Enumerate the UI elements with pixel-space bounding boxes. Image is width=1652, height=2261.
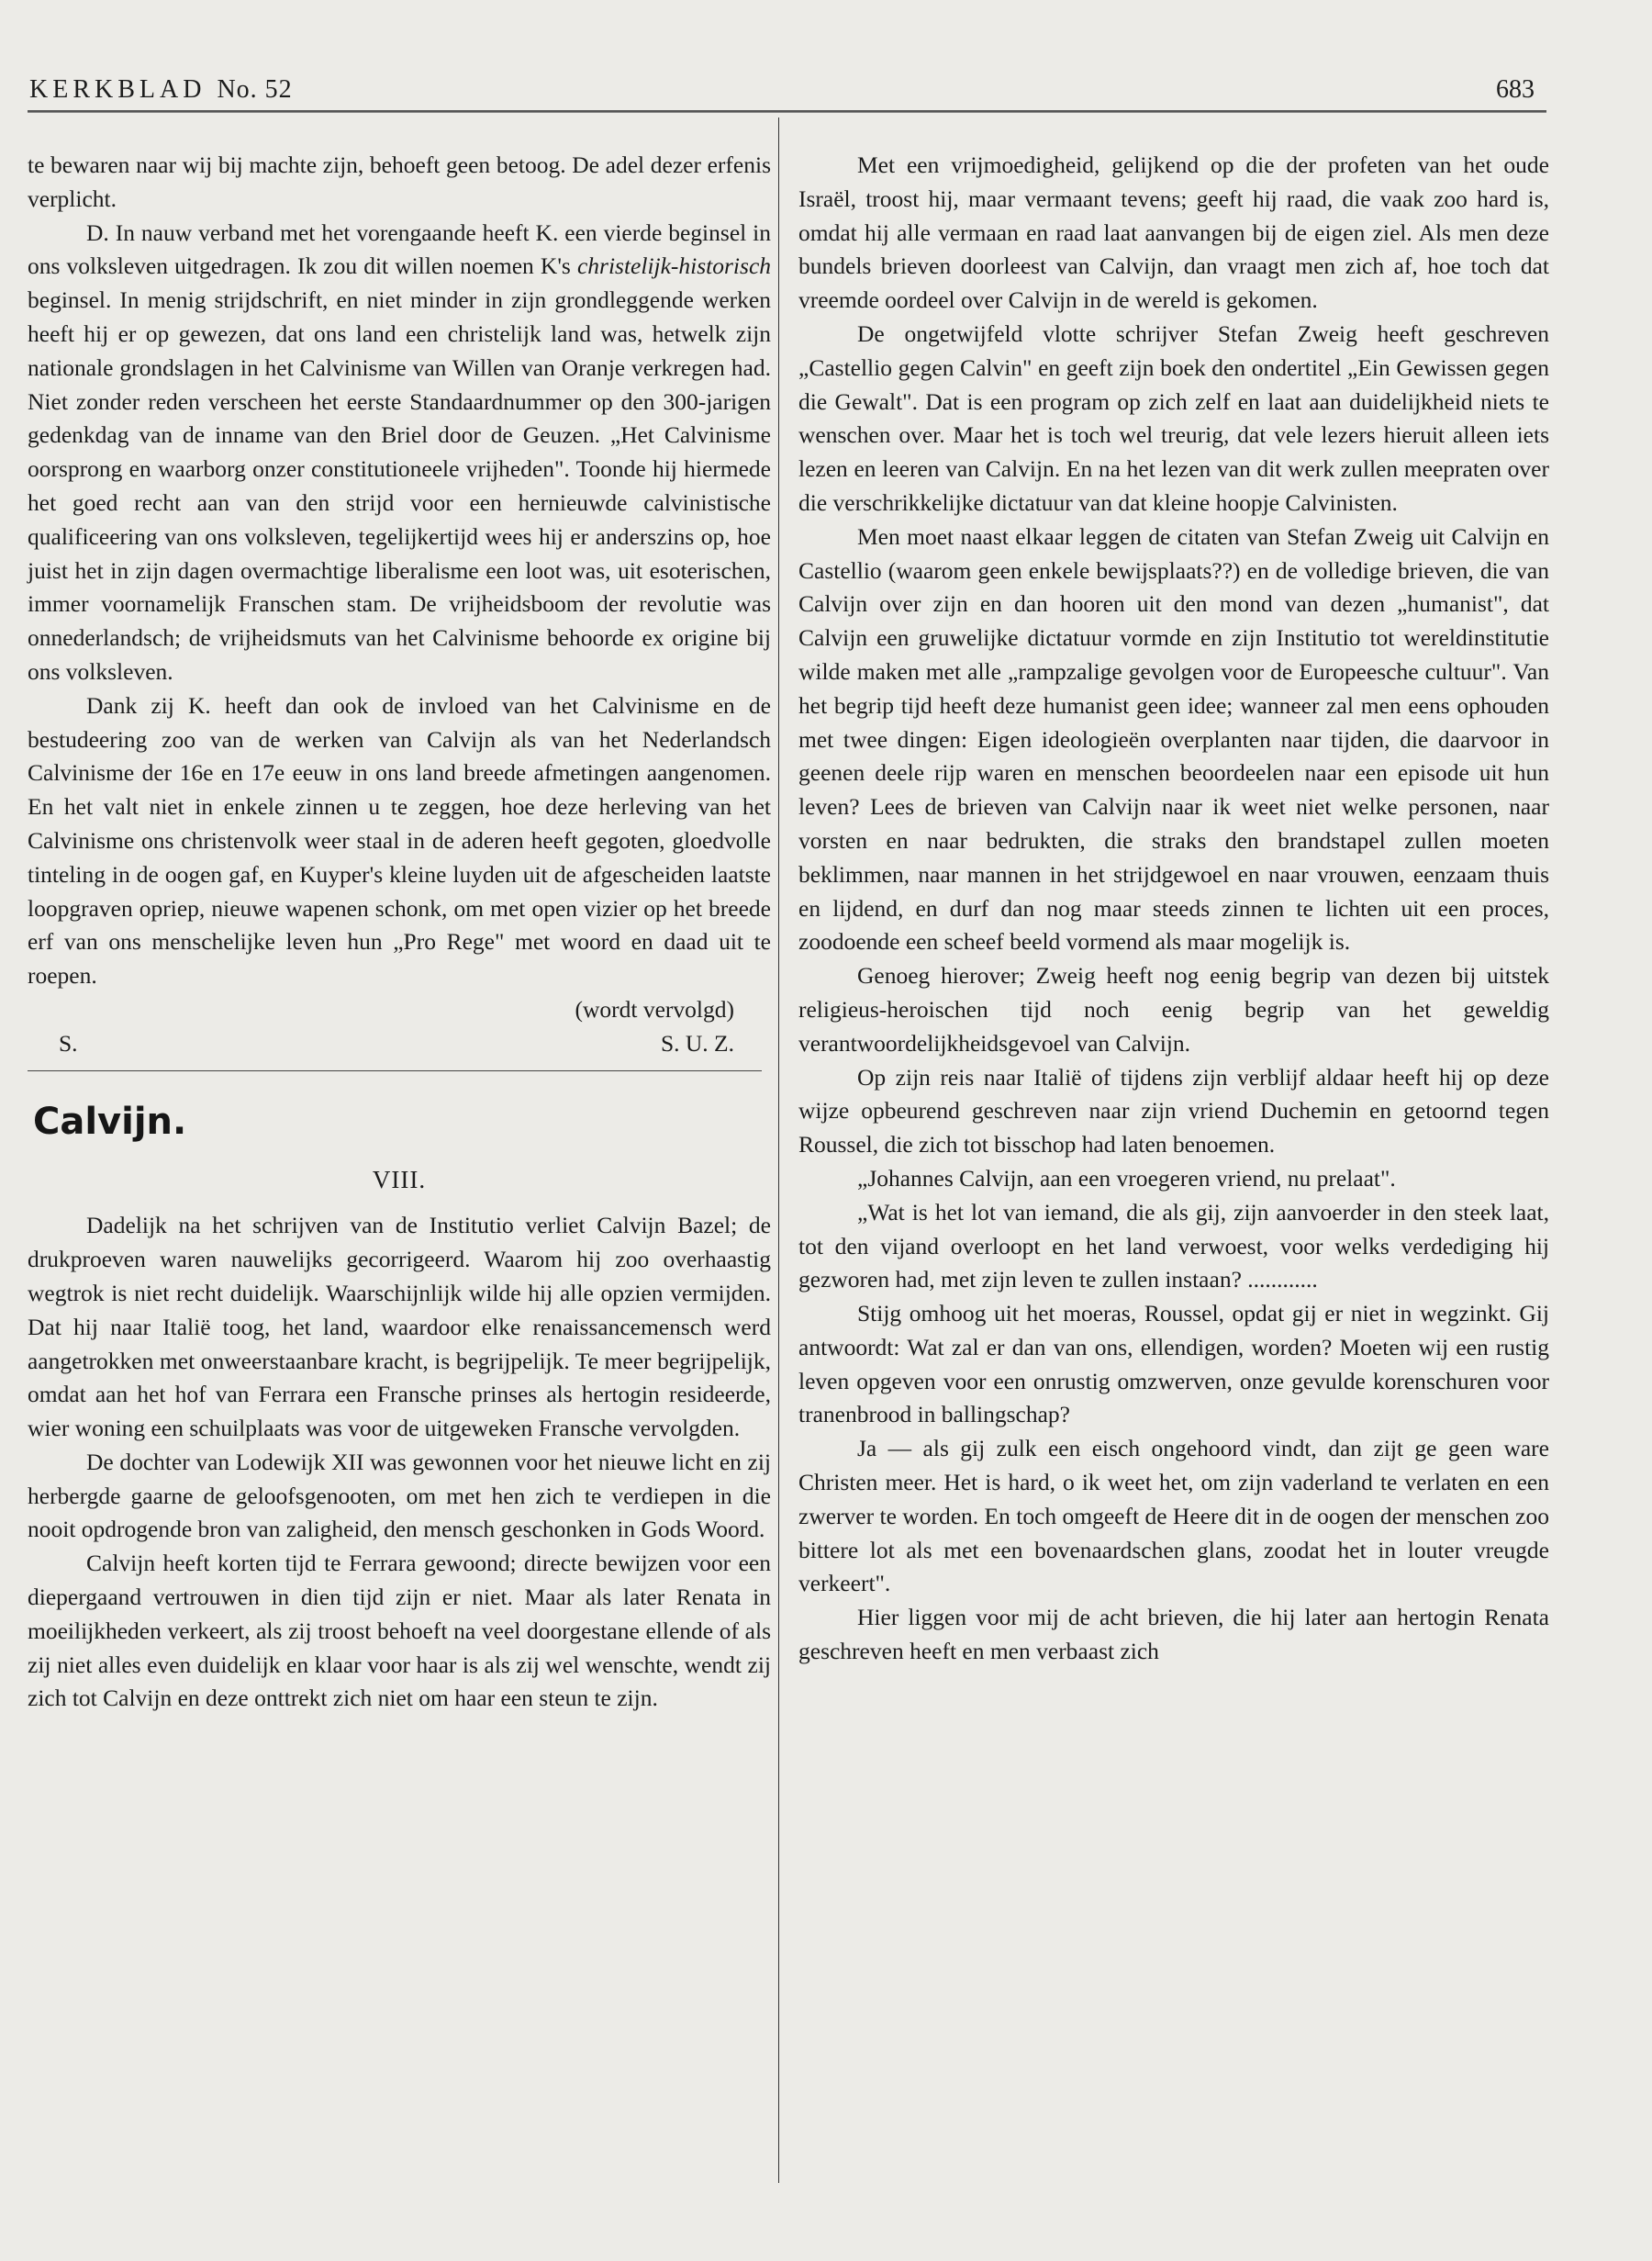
signature-line (28, 1027, 771, 1061)
issue-number: No. 52 (217, 75, 293, 104)
paragraph: te bewaren naar wij bij machte zijn, behoeft geen betoog. De adel dezer erfenis verplicht. (28, 151, 771, 212)
to-be-continued: (wordt vervolgd) (575, 995, 734, 1023)
paragraph: Men moet naast elkaar leggen de citaten van Stefan Zweig uit Calvijn en Castellio (waarom geen enkele bewijsplaats??) en de volledige brieven, die van Calvijn over zijn en dan hooren uit den mond van dezen „humanist", dat Calvijn een gruwelijke dictatuur vormde en zijn Institutio tot wereldinstitutie wilde maken met alle „rampzalige gevolgen voor de Europeesche cultuur". Van het begrip tijd heeft deze humanist geen idee; wanneer zal men eens ophouden met twee dingen: Eigen ideologieën overplanten naar tijden, die daarvoor in geenen deele rijp waren en menschen beoordeelen naar een episode uit hun leven? Lees de brieven van Calvijn naar ik weet niet welke personen, naar vorsten en naar bedrukten, die straks den brandstapel zullen moeten beklimmen, naar mannen in het strijdgewoel en naar vrouwen, eenzaam thuis en lijdend, en durf dan nog maar steeds zinnen te lichten uit een proces, zoodoende een scheef beeld vormend als maar mogelijk is. (798, 522, 1549, 956)
paragraph: Op zijn reis naar Italië of tijdens zijn verblijf aldaar heeft hij op deze wijze opbeurend geschreven naar zijn vriend Duchemin en getoornd tegen Roussel, die zich tot bisschop had laten benoemen. (798, 1063, 1549, 1158)
column-divider (778, 118, 779, 2183)
signature-left: S. (59, 1029, 78, 1057)
paragraph: Dank zij K. heeft dan ook de invloed van het Calvinisme en de bestudeering zoo van de werken van Calvijn als van het Nederlandsch Calvinisme der 16e en 17e eeuw in ons land breede afmetingen aangenomen. En het valt niet in enkele zinnen u te zeggen, hoe deze herleving van het Calvinisme ons christenvolk weer staal in de aderen heeft gegoten, gloedvolle tinteling in de oogen gaf, en Kuyper's kleine luyden uit de afgescheiden laatste loopgraven opriep, nieuwe wapenen schonk, om met open vizier op het breede erf van ons menschelijke leven hun „Pro Rege" met woord en daad uit te roepen. (28, 691, 771, 990)
paragraph: Met een vrijmoedigheid, gelijkend op die der profeten van het oude Israël, troost hij, maar vermaant tevens; geeft hij raad, die vaak zoo hard is, omdat hij alle vermaan en raad laat aanvangen bij de eigen ziel. Als men deze bundels brieven doorleest van Calvijn, dan vraagt men zich af, hoe toch dat vreemde oordeel over Calvijn in de wereld is gekomen. (798, 151, 1549, 314)
paragraph: „Johannes Calvijn, aan een vroegeren vriend, nu prelaat". (857, 1164, 1396, 1192)
paragraph: Dadelijk na het schrijven van de Institutio verliet Calvijn Bazel; de drukproeven waren nauwelijks gecorrigeerd. Waarom hij zoo overhaastig wegtrok is niet recht duidelijk. Waarschijnlijk wilde hij alle opzien vermijden. Dat hij naar Italië toog, het land, waardoor elke renaissancemensch werd aangetrokken met onweerstaanbare kracht, is begrijpelijk. Te meer begrijpelijk, omdat aan het hof van Ferrara een Fransche prinses als hertogin resideerde, wier woning een schuilplaats was voor de uitgeweken Fransche vervolgden. (28, 1212, 771, 1442)
paragraph-text: D. In nauw verband met het vorengaande heeft K. een vierde beginsel in ons volksleven uitgedragen. Ik zou dit willen noemen K's (28, 218, 771, 280)
page-number: 683 (1496, 75, 1535, 104)
running-header (29, 75, 293, 105)
paragraph-text: beginsel. In menig strijdschrift, en niet minder in zijn grondleggende werken heeft hij er op gewezen, dat ons land een christelijk land was, hetwelk zijn nationale grondslagen in het Calvinisme van Willen van Oranje verkregen had. Niet zonder reden verscheen het eerste Standaardnummer op den 300-jarigen gedenkdag van de inname van den Briel door de Geuzen. „Het Calvinisme oorsprong en waarborg onzer constitutioneele vrijheden". Toonde hij hiermede het goed recht aan van den strijd voor een hernieuwde calvinistische qualificeering van ons volksleven, tegelijkertijd wees hij er anderszins op, hoe juist het in zijn dagen overmachtige liberalisme een loot was, uit esoterischen, immer voornamelijk Franschen stam. De vrijheidsboom der revolutie was onnederlandsch; de vrijheidsmuts van het Calvinisme behoorde ex origine bij ons volksleven. (28, 286, 771, 685)
paragraph: Ja — als gij zulk een eisch ongehoord vindt, dan zijt ge geen ware Christen meer. Het is hard, o ik weet het, om zijn vaderland te verlaten en een zwerver te worden. En toch omgeeft de Heere dit in de oogen der menschen zoo bittere lot als met een bovenaardschen glans, zoodat het in louter vreugde verkeert". (798, 1435, 1549, 1597)
section-title: Calvijn. (33, 1100, 187, 1143)
paragraph: De ongetwijfeld vlotte schrijver Stefan Zweig heeft geschreven „Castellio gegen Calvin" en geeft zijn boek den ondertitel „Ein Gewissen gegen die Gewalt". Dat is een program op zich zelf en laat aan duidelijkheid niets te wenschen over. Maar het is toch wel treurig, dat vele lezers hieruit alleen iets lezen en leeren van Calvijn. En na het lezen van dit werk zullen meepraten over die verschrikkelijke dictatuur van dat kleine hoopje Calvinisten. (798, 319, 1549, 516)
section-number: VIII. (372, 1165, 427, 1193)
signature-right: S. U. Z. (660, 1029, 734, 1057)
paragraph: De dochter van Lodewijk XII was gewonnen voor het nieuwe licht en zij herbergde gaarne de geloofsgenooten, om met hen zich te verdiepen in die nooit opdrogende bron van zaligheid, den mensch geschonken in Gods Woord. (28, 1448, 771, 1543)
section-rule (28, 1070, 762, 1071)
paragraph: Calvijn heeft korten tijd te Ferrara gewoond; directe bewijzen voor een diepergaand vertrouwen in dien tijd zijn er niet. Maar als later Renata in moeilijkheden verkeert, als zij troost behoeft na veel doorgestane ellende of als zij niet alles even duidelijk en klaar voor haar is als zij wel wenschte, wendt zij zich tot Calvijn en deze onttrekt zich niet om haar een steun te zijn. (28, 1550, 771, 1712)
paragraph: Stijg omhoog uit het moeras, Roussel, opdat gij er niet in wegzinkt. Gij antwoordt: Wat zal er dan van ons, ellendigen, worden? Moeten wij een rustig leven opgeven voor een onrustig omzwerven, onze gevulde korenschuren voor tranenbrood in ballingschap? (798, 1300, 1549, 1428)
italic-term: christelijk-historisch (576, 252, 772, 280)
paragraph: „Wat is het lot van iemand, die als gij, zijn aanvoerder in den steek laat, tot den vijand overloopt en het land verwoest, voor welks verdediging hij gezworen had, met zijn leven te zullen instaan? ............ (798, 1198, 1549, 1293)
right-column (798, 149, 1549, 1669)
paragraph: Hier liggen voor mij de acht brieven, die hij later aan hertogin Renata geschreven heeft en men verbaast zich (798, 1604, 1549, 1665)
paragraph (28, 217, 771, 689)
journal-title: KERKBLAD (29, 75, 206, 104)
paragraph: Genoeg hierover; Zweig heeft nog eenig begrip van dezen bij uitstek religieus-heroischen tijd noch eenig begrip van het geweldig verantwoordelijkheidsgevoel van Calvijn. (798, 962, 1549, 1057)
header-rule (28, 110, 1546, 113)
left-column (28, 149, 771, 1716)
